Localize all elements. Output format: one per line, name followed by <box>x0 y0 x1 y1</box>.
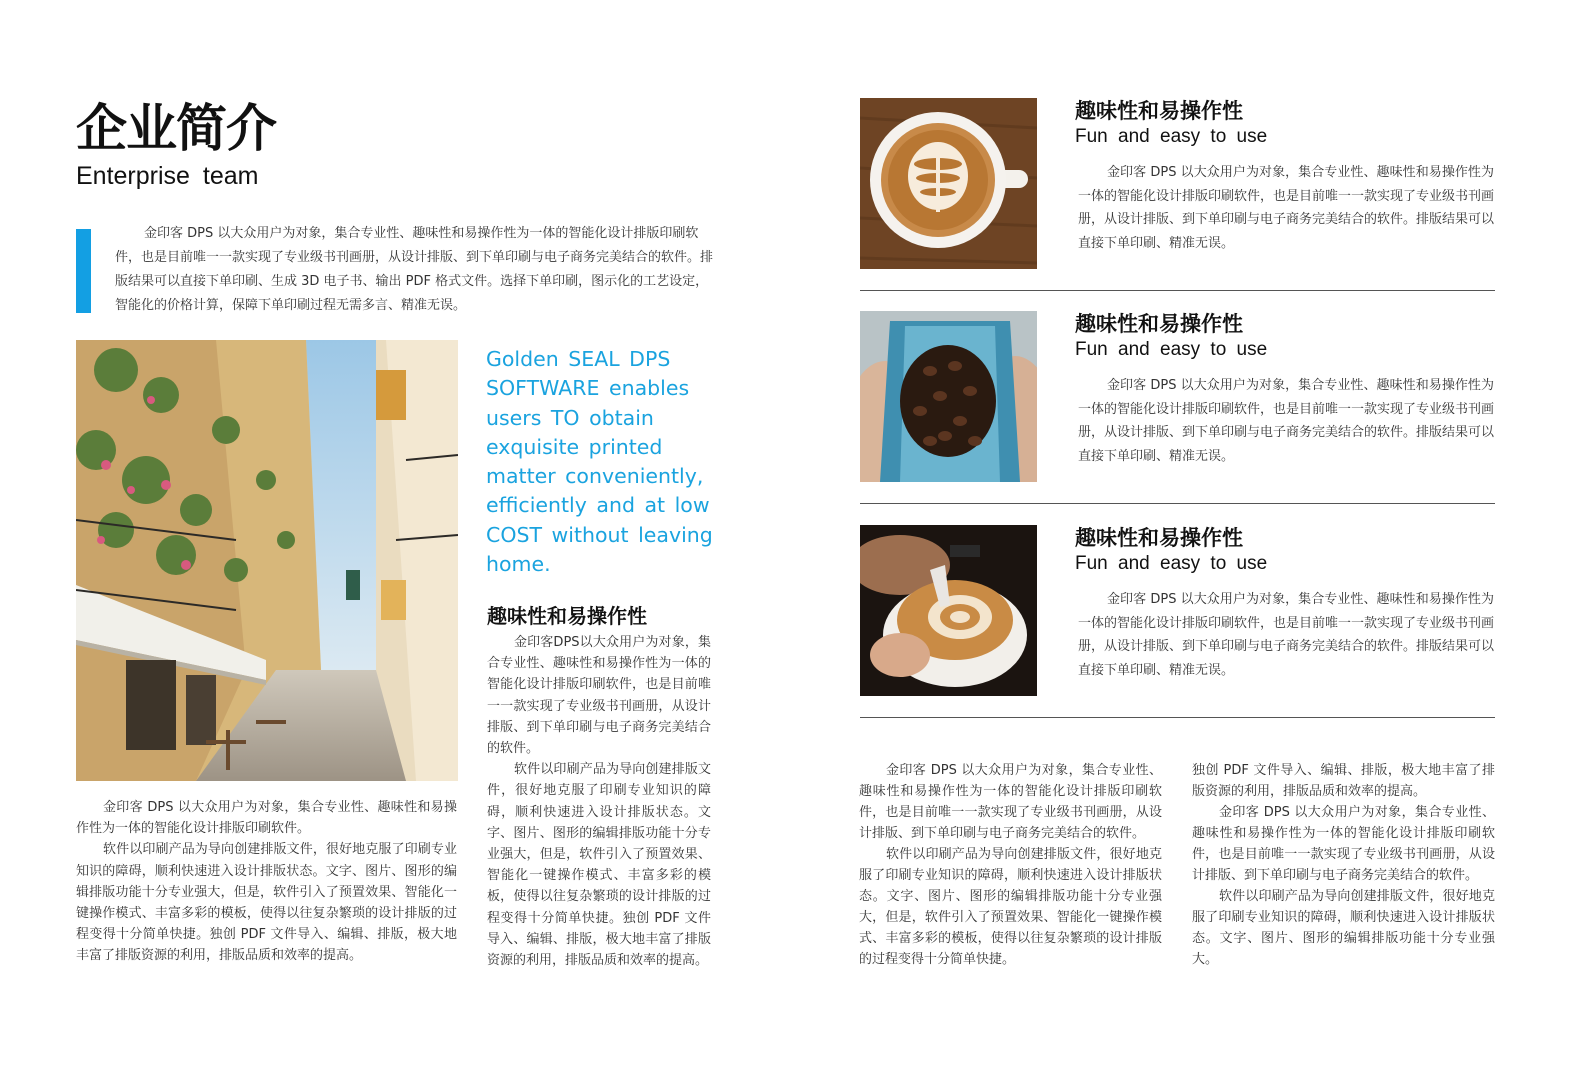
page-subtitle: Enterprise team <box>76 162 259 190</box>
left-bottom-paragraph-2: 软件以印刷产品为导向创建排版文件，很好地克服了印刷专业知识的障碍，顺利快速进入设计排版状态。文字、图片、图形的编辑排版功能十分专业强大，但是，软件引入了预置效果、智能化一键操作模式、丰富多彩的模板，使得以往复杂繁琐的设计排版的过程变得十分简单快捷。独创 PDF 文件导入、编辑、排版，极大地丰富了排版资源的利用，排版品质和效率的提高。 <box>76 842 457 964</box>
feature-2 <box>860 311 1495 525</box>
col1-paragraph-2: 软件以印刷产品为导向创建排版文件，很好地克服了印刷专业知识的障碍，顺利快速进入设计排版状态。文字、图片、图形的编辑排版功能十分专业强大，但是，软件引入了预置效果、智能化一键操作模式、丰富多彩的模板，使得以往复杂繁琐的设计排版的过程变得十分简单快捷。 <box>859 847 1162 967</box>
page-title: 企业简介 <box>76 100 277 159</box>
feature-3-subtitle: Fun and easy to use <box>1075 553 1268 574</box>
accent-bar <box>76 229 91 313</box>
bottom-column-1 <box>859 760 1162 970</box>
coffee-beans-bag-photo <box>860 311 1037 482</box>
latte-art-photo <box>860 98 1037 269</box>
intro-paragraph: 金印客 DPS 以大众用户为对象，集合专业性、趣味性和易操作性为一体的智能化设计排版印刷软件，也是目前唯一一款实现了专业级书刊画册，从设计排版、到下单印刷与电子商务完美结合的软件。排版结果可以直接下单印刷、生成 3D 电子书、输出 PDF 格式文件。选择下单印刷，图示化的工艺设定，智能化的价格计算，保障下单印刷过程无需多言、精准无误。 <box>115 226 714 313</box>
feature-2-title: 趣味性和易操作性 <box>1075 312 1243 336</box>
col2-paragraph-1: 金印客 DPS 以大众用户为对象，集合专业性、趣味性和易操作性为一体的智能化设计排版印刷软件，也是目前唯一一款实现了专业级书刊画册，从设计排版、到下单印刷与电子商务完美结合的软件。 <box>1192 805 1495 883</box>
divider <box>860 717 1495 718</box>
mid-paragraph-2: 软件以印刷产品为导向创建排版文件，很好地克服了印刷专业知识的障碍，顺利快速进入设计排版状态。文字、图片、图形的编辑排版功能十分专业强大，但是，软件引入了预置效果、智能化一键操作模式、丰富多彩的模板，使得以往复杂繁琐的设计排版的过程变得十分简单快捷。独创 PDF 文件导入、编辑、排版，极大地丰富了排版资源的利用，排版品质和效率的提高。 <box>487 762 711 969</box>
mid-body <box>487 632 711 971</box>
col1-paragraph-1: 金印客 DPS 以大众用户为对象，集合专业性、趣味性和易操作性为一体的智能化设计排版印刷软件，也是目前唯一一款实现了专业级书刊画册，从设计排版、到下单印刷与电子商务完美结合的软件。 <box>859 763 1162 841</box>
street-photo <box>76 340 458 781</box>
feature-1-body: 金印客 DPS 以大众用户为对象，集合专业性、趣味性和易操作性为一体的智能化设计排版印刷软件，也是目前唯一一款实现了专业级书刊画册，从设计排版、到下单印刷与电子商务完美结合的软件。排版结果可以直接下单印刷、精准无误。 <box>1078 165 1495 251</box>
feature-2-body: 金印客 DPS 以大众用户为对象，集合专业性、趣味性和易操作性为一体的智能化设计排版印刷软件，也是目前唯一一款实现了专业级书刊画册，从设计排版、到下单印刷与电子商务完美结合的软件。排版结果可以直接下单印刷、精准无误。 <box>1078 378 1495 464</box>
feature-1-title: 趣味性和易操作性 <box>1075 99 1243 123</box>
divider <box>860 503 1495 504</box>
col2-lead: 独创 PDF 文件导入、编辑、排版，极大地丰富了排版资源的利用，排版品质和效率的提高。 <box>1192 763 1495 799</box>
left-bottom-text <box>76 797 457 967</box>
feature-1 <box>860 98 1495 312</box>
feature-3 <box>860 525 1495 739</box>
latte-pour-photo <box>860 525 1037 696</box>
feature-3-body: 金印客 DPS 以大众用户为对象，集合专业性、趣味性和易操作性为一体的智能化设计排版印刷软件，也是目前唯一一款实现了专业级书刊画册，从设计排版、到下单印刷与电子商务完美结合的软件。排版结果可以直接下单印刷、精准无误。 <box>1078 592 1495 678</box>
col2-paragraph-2: 软件以印刷产品为导向创建排版文件，很好地克服了印刷专业知识的障碍，顺利快速进入设计排版状态。文字、图片、图形的编辑排版功能十分专业强大。 <box>1192 889 1495 967</box>
mid-heading: 趣味性和易操作性 <box>487 604 647 628</box>
feature-2-subtitle: Fun and easy to use <box>1075 339 1268 360</box>
divider <box>860 290 1495 291</box>
bottom-column-2 <box>1192 760 1495 970</box>
feature-1-subtitle: Fun and easy to use <box>1075 126 1268 147</box>
quote-text: Golden SEAL DPS SOFTWARE enables users TO obtain exquisite printed matter conveniently, efficiently and at low COST without leaving home. <box>486 347 713 577</box>
mid-paragraph-1: 金印客DPS以大众用户为对象，集合专业性、趣味性和易操作性为一体的智能化设计排版印刷软件，也是目前唯一一款实现了专业级书刊画册，从设计排版、到下单印刷与电子商务完美结合的软件。 <box>487 635 711 757</box>
left-bottom-paragraph-1: 金印客 DPS 以大众用户为对象，集合专业性、趣味性和易操作性为一体的智能化设计排版印刷软件。 <box>76 800 457 837</box>
feature-3-title: 趣味性和易操作性 <box>1075 526 1243 550</box>
